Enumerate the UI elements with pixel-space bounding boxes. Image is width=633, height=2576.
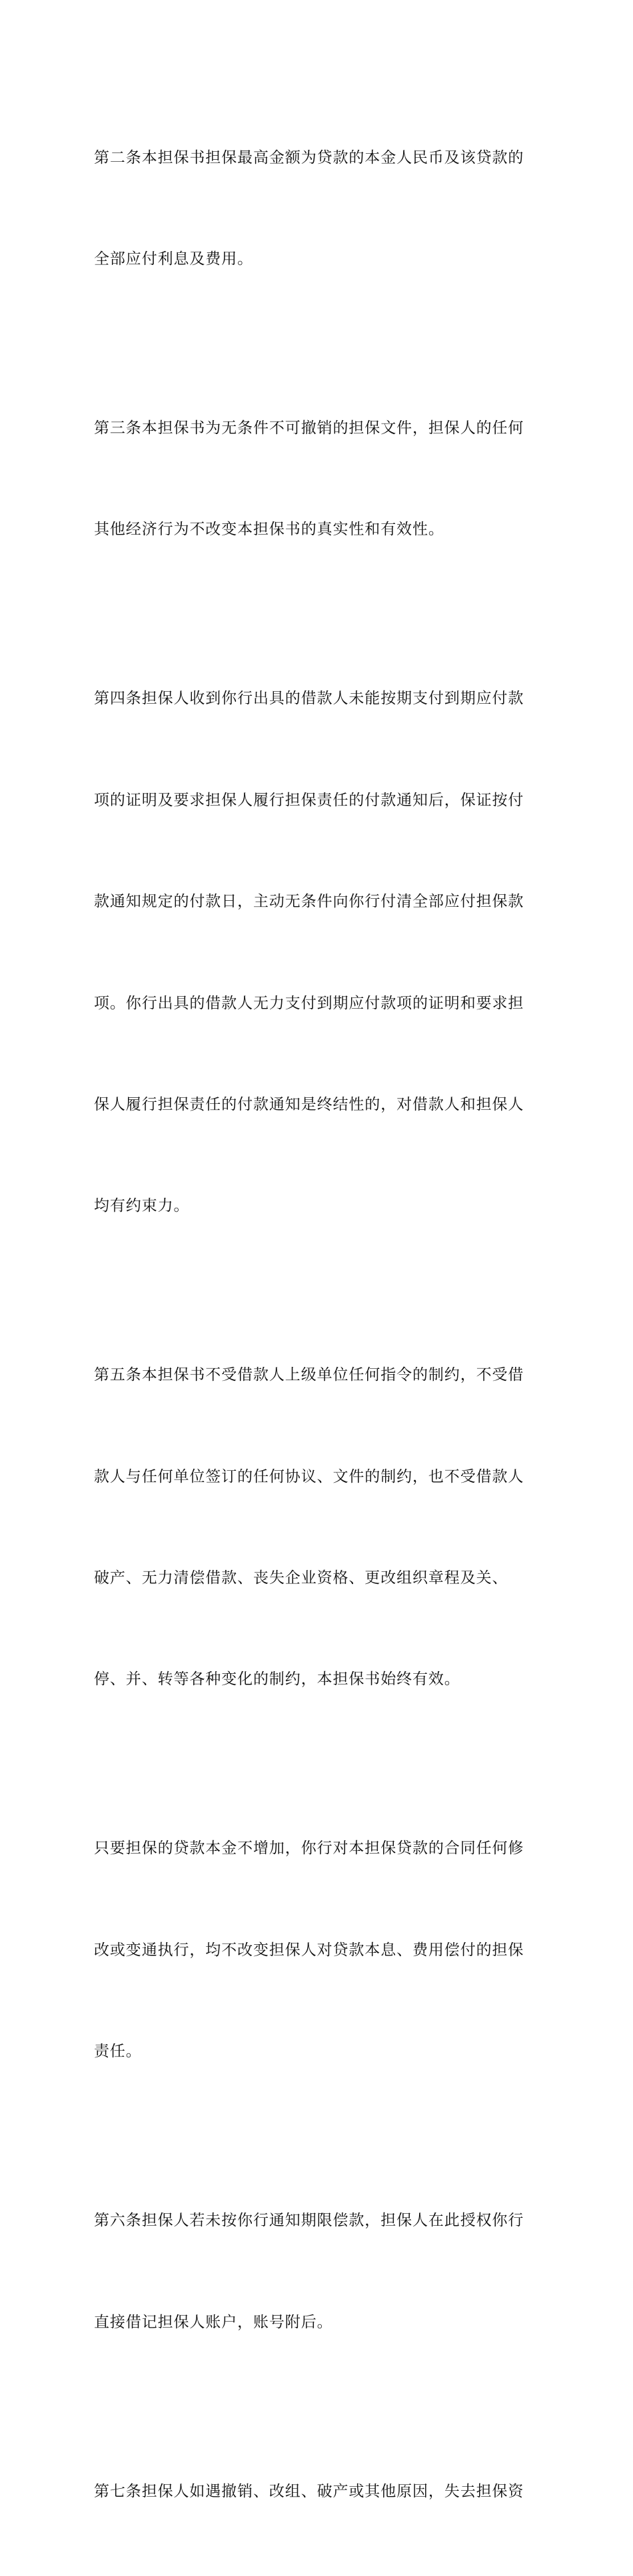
paragraph-article-5-supplement — [94, 1764, 547, 2137]
text-line: 第二条本担保书担保最高金额为贷款的本金人民币及该贷款的 — [94, 148, 524, 166]
text-line: 第三条本担保书为无条件不可撤销的担保文件，担保人的任何 — [94, 419, 524, 437]
text-line: 第七条担保人如遇撤销、改组、破产或其他原因，失去担保资 — [94, 2482, 524, 2500]
text-line: 均有约束力。 — [94, 1197, 190, 1215]
text-line: 第五条本担保书不受借款人上级单位任何指令的制约，不受借 — [94, 1366, 524, 1384]
text-line: 全部应付利息及费用。 — [94, 250, 253, 268]
document-body — [94, 73, 547, 2576]
text-line: 直接借记担保人账户，账号附后。 — [94, 2313, 333, 2331]
paragraph-article-2 — [94, 73, 547, 344]
text-line: 第六条担保人若未按你行通知期限偿款，担保人在此授权你行 — [94, 2212, 524, 2230]
text-line: 第四条担保人收到你行出具的借款人未能按期支付到期应付款 — [94, 690, 524, 708]
text-line: 款通知规定的付款日，主动无条件向你行付清全部应付担保款 — [94, 893, 524, 911]
text-line: 款人与任何单位签订的任何协议、文件的制约，也不受借款人 — [94, 1467, 524, 1485]
text-line: 其他经济行为不改变本担保书的真实性和有效性。 — [94, 521, 444, 539]
text-line: 停、并、转等各种变化的制约，本担保书始终有效。 — [94, 1671, 460, 1688]
text-line: 只要担保的贷款本金不增加，你行对本担保贷款的合同任何修 — [94, 1840, 524, 1858]
paragraph-article-6 — [94, 2137, 547, 2407]
paragraph-article-4 — [94, 615, 547, 1291]
paragraph-article-5 — [94, 1291, 547, 1764]
text-line: 保人履行担保责任的付款通知是终结性的，对借款人和担保人 — [94, 1095, 524, 1113]
paragraph-article-7 — [94, 2407, 547, 2576]
text-line: 项。你行出具的借款人无力支付到期应付款项的证明和要求担 — [94, 994, 524, 1012]
text-line: 破产、无力清偿借款、丧失企业资格、更改组织章程及关、 — [94, 1569, 508, 1587]
text-line: 责任。 — [94, 2043, 142, 2061]
text-line: 项的证明及要求担保人履行担保责任的付款通知后，保证按付 — [94, 791, 524, 809]
text-line: 改或变通执行，均不改变担保人对贷款本息、费用偿付的担保 — [94, 1941, 524, 1959]
paragraph-article-3 — [94, 344, 547, 614]
